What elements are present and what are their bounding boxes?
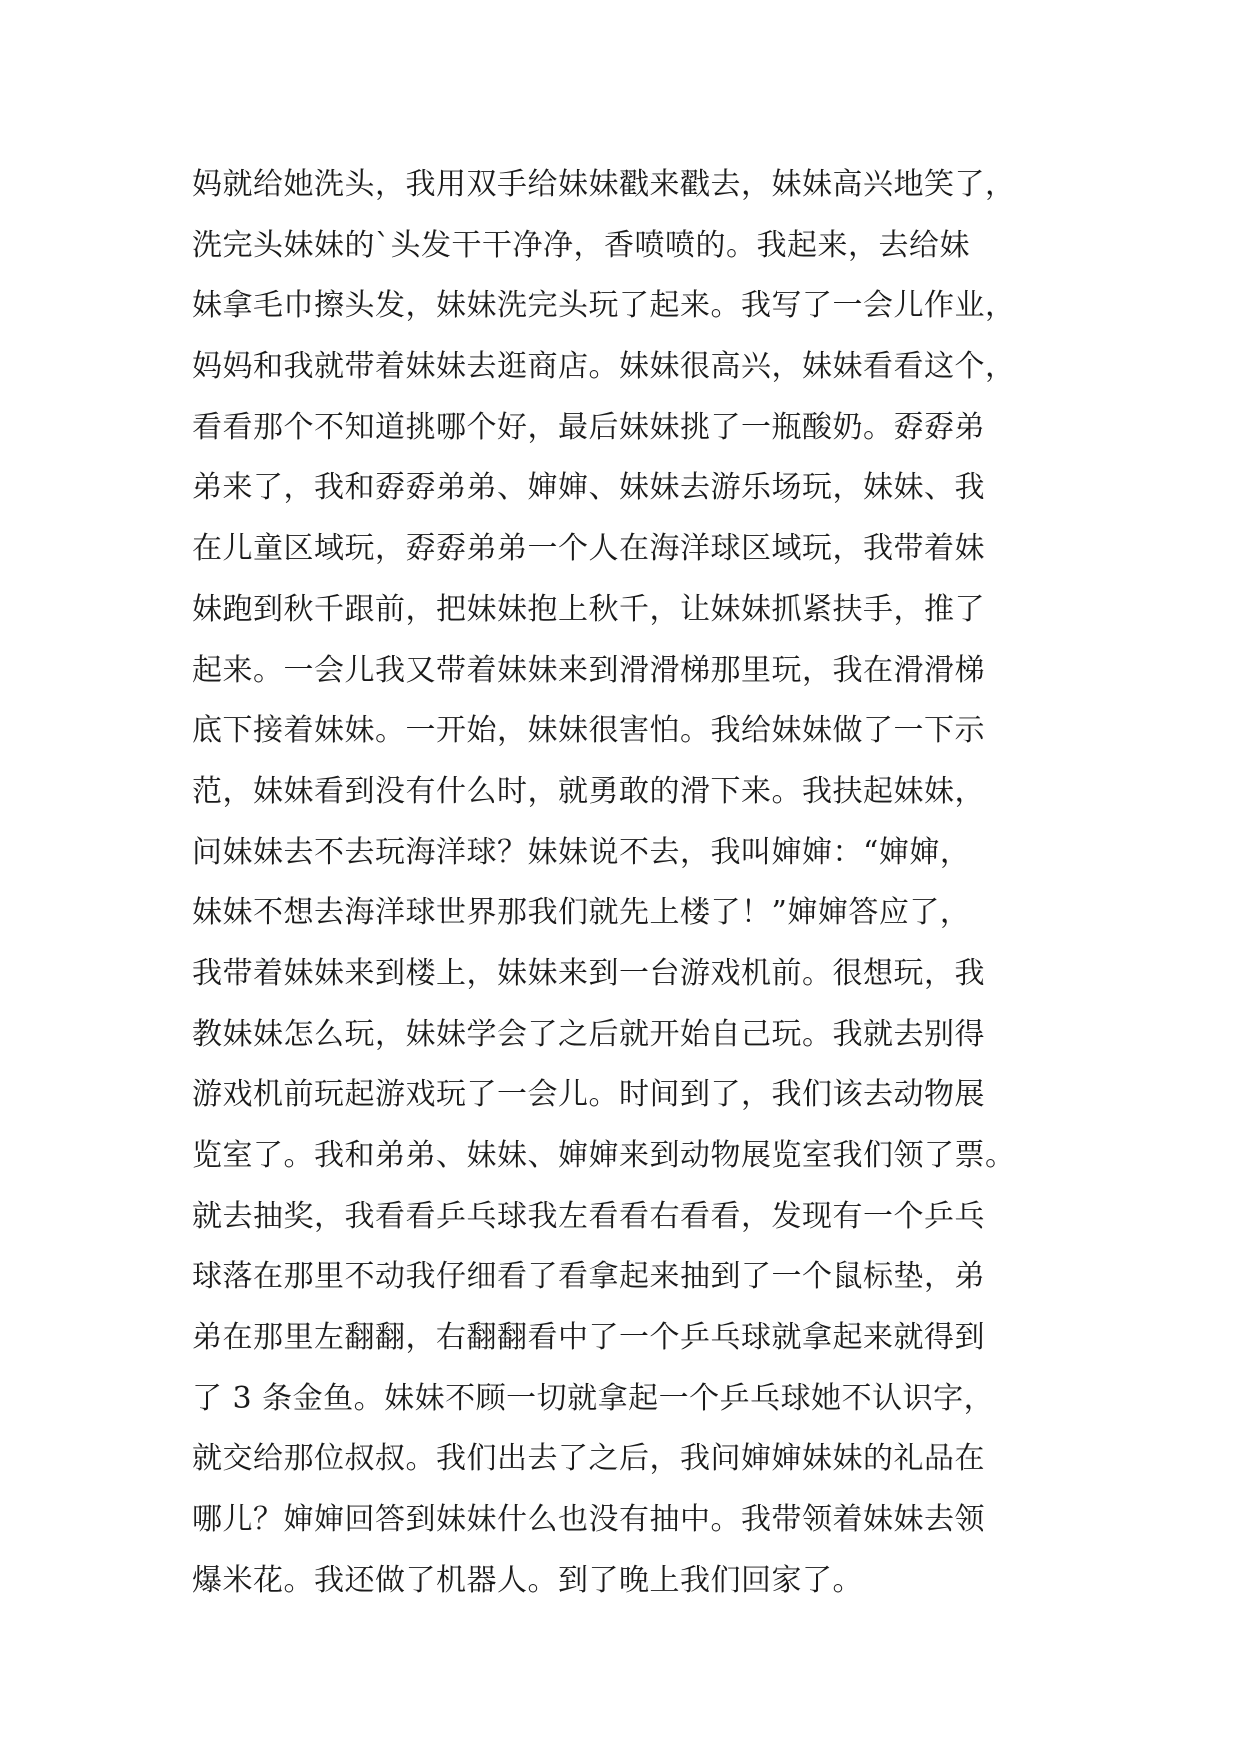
text-line: 洗完头妹妹的`头发干干净净，香喷喷的。我起来，去给妹	[192, 227, 970, 263]
text-line: 游戏机前玩起游戏玩了一会儿。时间到了，我们该去动物展	[192, 1077, 985, 1113]
text-line: 妈妈和我就带着妹妹去逛商店。妹妹很高兴，妹妹看看这个，	[192, 349, 1016, 385]
text-line: 球落在那里不动我仔细看了看拿起来抽到了一个鼠标垫，弟	[192, 1259, 985, 1295]
text-line: 就去抽奖，我看看乒乓球我左看看右看看，发现有一个乒乓	[192, 1198, 985, 1234]
text-line: 弟在那里左翻翻，右翻翻看中了一个乒乓球就拿起来就得到	[192, 1320, 985, 1356]
text-line: 就交给那位叔叔。我们出去了之后，我问婶婶妹妹的礼品在	[192, 1441, 985, 1477]
text-line: 我带着妹妹来到楼上，妹妹来到一台游戏机前。很想玩，我	[192, 955, 985, 991]
text-line: 起来。一会儿我又带着妹妹来到滑滑梯那里玩，我在滑滑梯	[192, 652, 985, 688]
text-line: 览室了。我和弟弟、妹妹、婶婶来到动物展览室我们领了票。	[192, 1138, 1016, 1173]
text-line: 问妹妹去不去玩海洋球？妹妹说不去，我叫婶婶：“婶婶，	[192, 834, 971, 870]
text-line: 妹跑到秋千跟前，把妹妹抱上秋千，让妹妹抓紧扶手，推了	[192, 591, 985, 627]
text-line: 教妹妹怎么玩，妹妹学会了之后就开始自己玩。我就去别得	[192, 1016, 985, 1052]
text-line: 范，妹妹看到没有什么时，就勇敢的滑下来。我扶起妹妹，	[192, 773, 985, 809]
text-line: 弟来了，我和孬孬弟弟、婶婶、妹妹去游乐场玩，妹妹、我	[192, 470, 985, 506]
text-line: 爆米花。我还做了机器人。到了晚上我们回家了。	[192, 1562, 863, 1598]
text-line: 看看那个不知道挑哪个好，最后妹妹挑了一瓶酸奶。孬孬弟	[192, 409, 985, 445]
text-line: 了 3 条金鱼。妹妹不顾一切就拿起一个乒乓球她不认识字，	[192, 1380, 995, 1416]
text-line: 妹拿毛巾擦头发，妹妹洗完头玩了起来。我写了一会儿作业，	[192, 288, 1016, 324]
body-text	[192, 155, 1072, 1612]
text-line: 妈就给她洗头，我用双手给妹妹戳来戳去，妹妹高兴地笑了，	[192, 167, 1016, 202]
text-line: 哪儿？婶婶回答到妹妹什么也没有抽中。我带领着妹妹去领	[192, 1502, 985, 1538]
text-line: 妹妹不想去海洋球世界那我们就先上楼了！”婶婶答应了，	[192, 895, 971, 931]
text-line: 底下接着妹妹。一开始，妹妹很害怕。我给妹妹做了一下示	[192, 713, 985, 749]
text-line: 在儿童区域玩，孬孬弟弟一个人在海洋球区域玩，我带着妹	[192, 531, 985, 567]
